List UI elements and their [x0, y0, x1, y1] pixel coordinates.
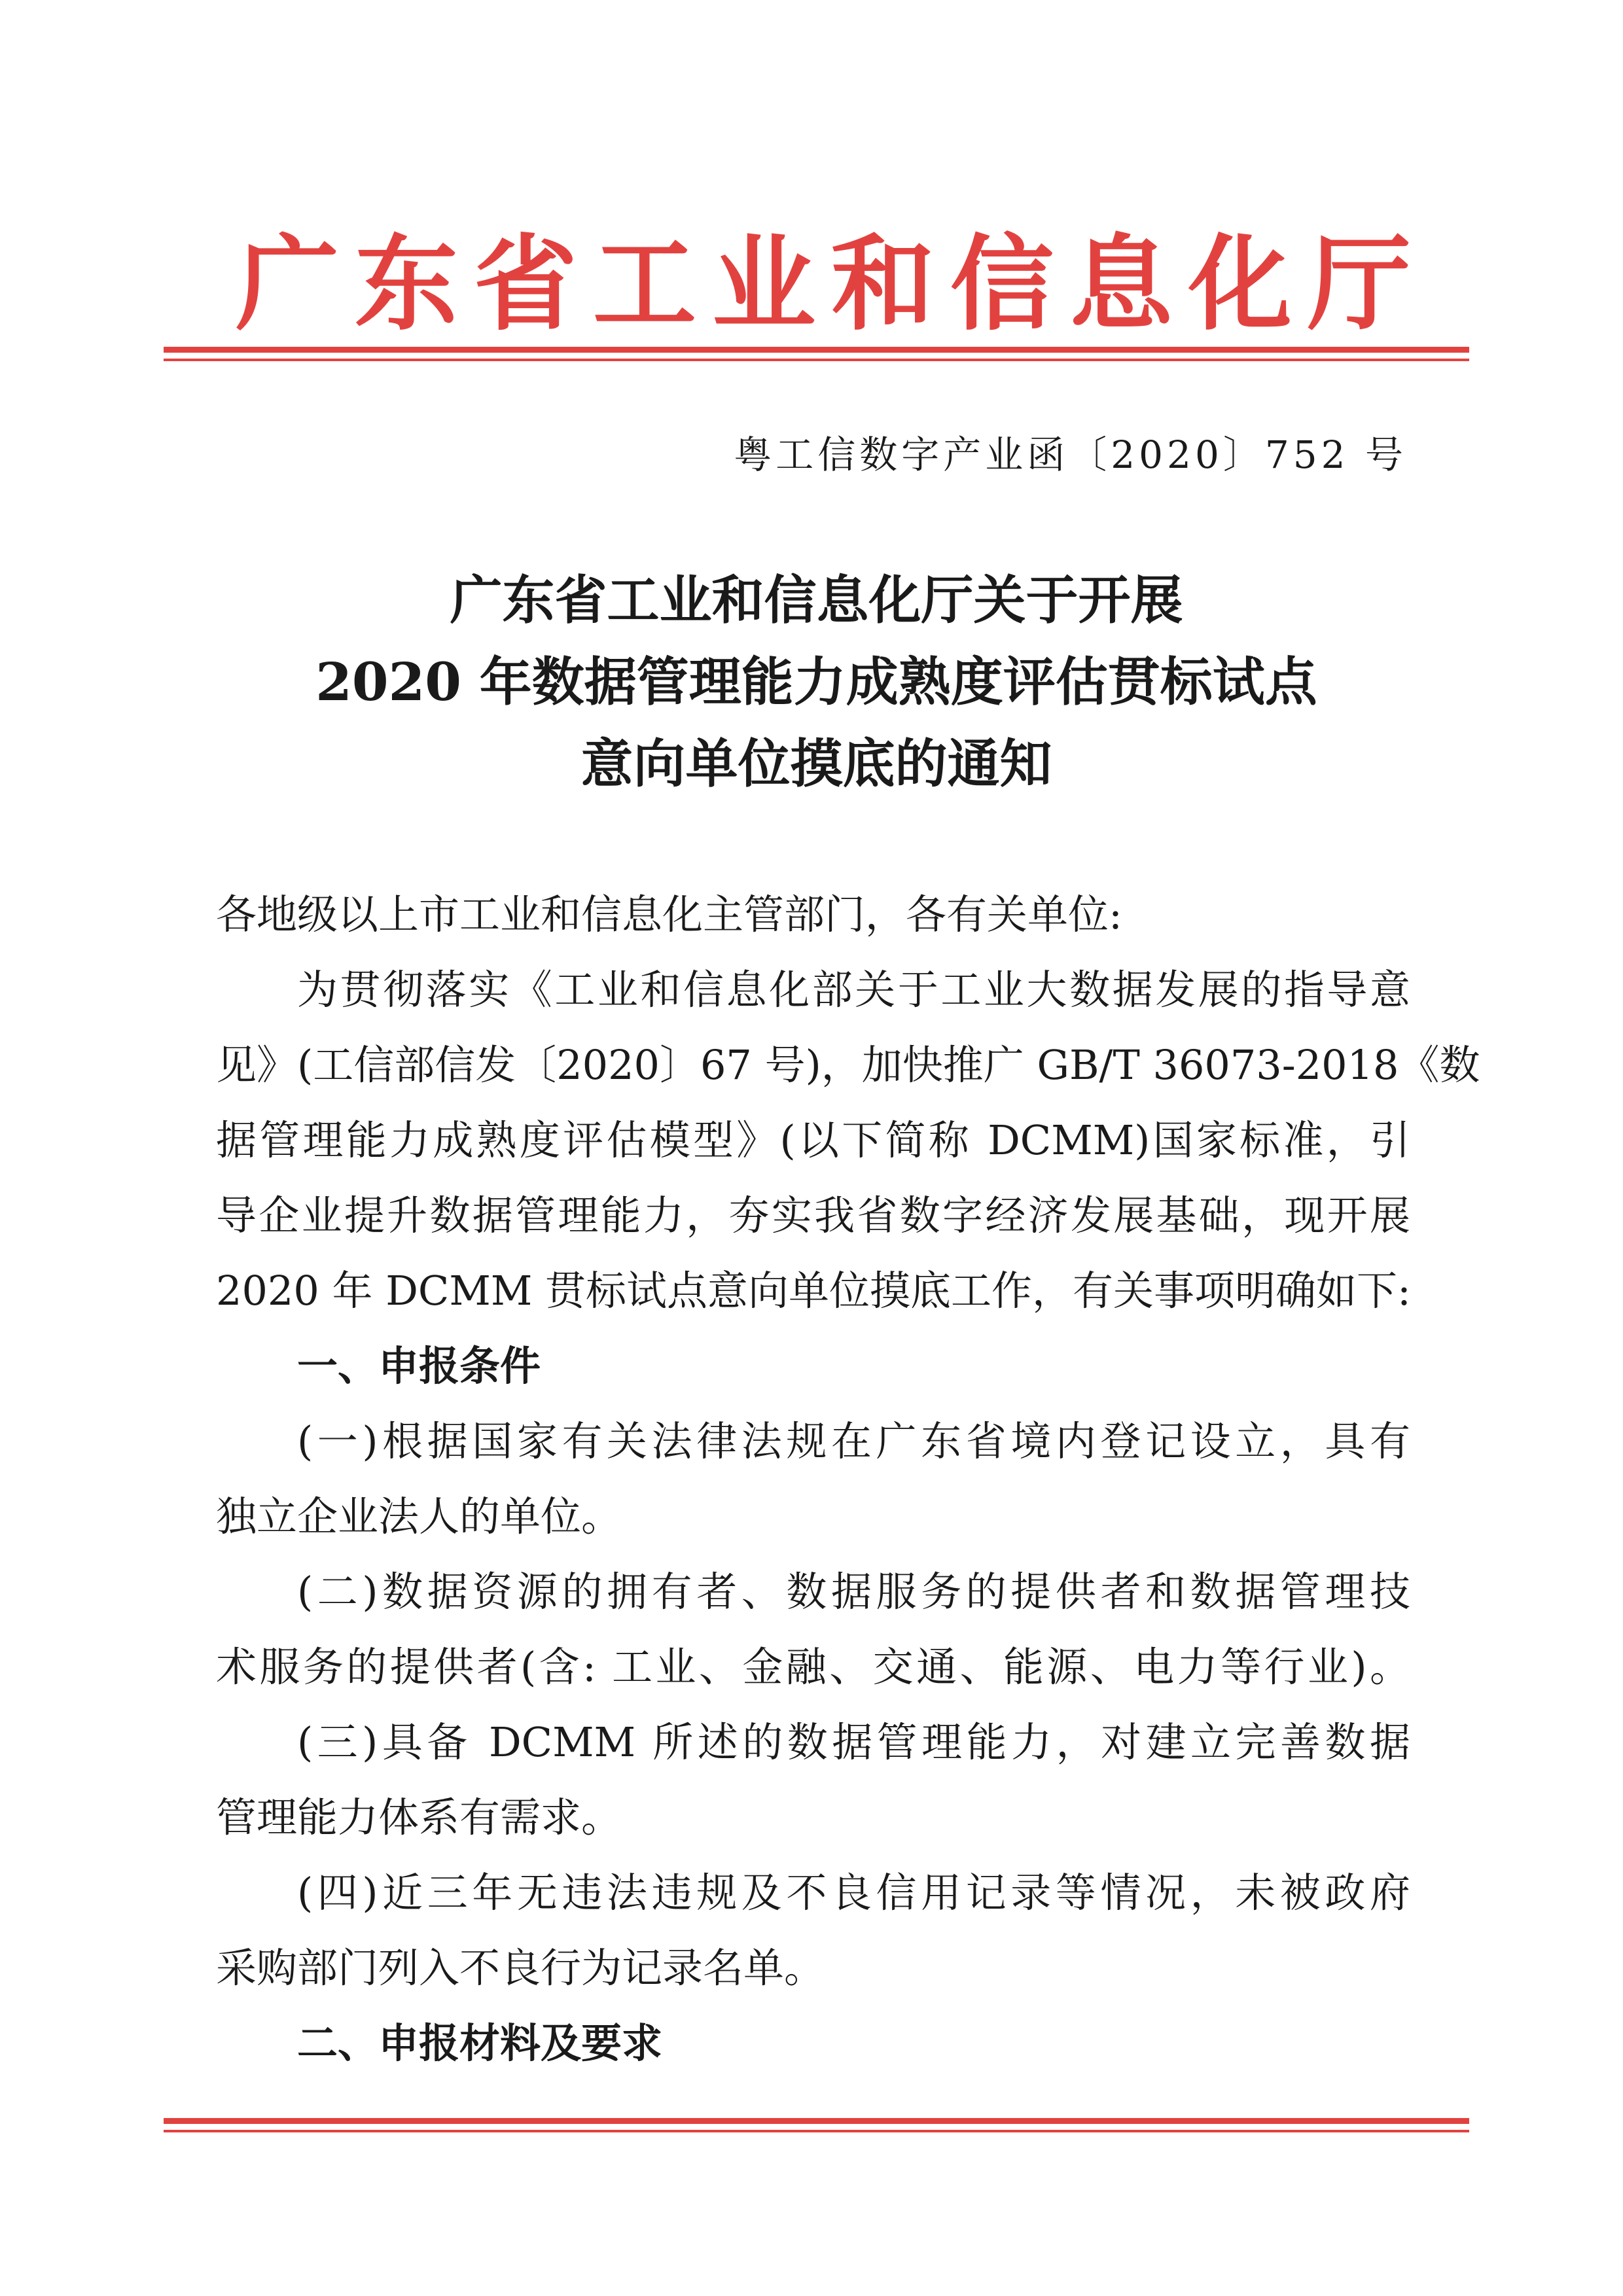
paragraph-line: 为贯彻落实《工业和信息化部关于工业大数据发展的指导意 [297, 966, 1410, 1014]
paragraph-line: 导企业提升数据管理能力，夯实我省数字经济发展基础，现开展 [216, 1192, 1410, 1239]
paragraph-line: (四)近三年无违法违规及不良信用记录等情况，未被政府 [297, 1869, 1410, 1916]
document-body [216, 877, 1480, 2081]
paragraph-line: 采购部门列入不良行为记录名单。 [216, 1944, 825, 1992]
letterhead-org-name: 广东省工业和信息化厅 [236, 224, 1427, 345]
document-title [164, 559, 1469, 805]
paragraph-line: 独立企业法人的单位。 [216, 1492, 622, 1540]
footer-divider [164, 2118, 1469, 2132]
paragraph-line: 据管理能力成熟度评估模型》(以下简称 DCMM)国家标准，引 [216, 1116, 1410, 1164]
paragraph-line: (二)数据资源的拥有者、数据服务的提供者和数据管理技 [297, 1568, 1410, 1616]
paragraph-line: 见》(工信部信发〔2020〕67 号)，加快推广 GB/T 36073-2018《数 [216, 1041, 1480, 1089]
salutation: 各地级以上市工业和信息化主管部门，各有关单位: [216, 891, 1122, 938]
title-line-2: 2020 年数据管理能力成熟度评估贯标试点 [315, 651, 1317, 713]
paragraph-line: (一)根据国家有关法律法规在广东省境内登记设立，具有 [297, 1417, 1410, 1465]
section-heading: 二、申报材料及要求 [297, 2019, 663, 2067]
divider-thin-line [164, 2130, 1469, 2132]
divider-thick-line [164, 2118, 1469, 2124]
divider-thin-line [164, 359, 1469, 361]
paragraph-line: 管理能力体系有需求。 [216, 1793, 622, 1841]
letterhead-divider [164, 347, 1469, 361]
document-number: 粤工信数字产业函〔2020〕752 号 [734, 433, 1407, 477]
title-line-1: 广东省工业和信息化厅关于开展 [450, 569, 1183, 631]
paragraph-line: 术服务的提供者(含: 工业、金融、交通、能源、电力等行业)。 [216, 1643, 1410, 1691]
title-line-3: 意向单位摸底的通知 [580, 733, 1052, 794]
paragraph-line: (三)具备 DCMM 所述的数据管理能力，对建立完善数据 [297, 1718, 1410, 1766]
divider-thick-line [164, 347, 1469, 353]
section-heading: 一、申报条件 [297, 1342, 541, 1390]
paragraph-line: 2020 年 DCMM 贯标试点意向单位摸底工作，有关事项明确如下: [216, 1267, 1411, 1315]
